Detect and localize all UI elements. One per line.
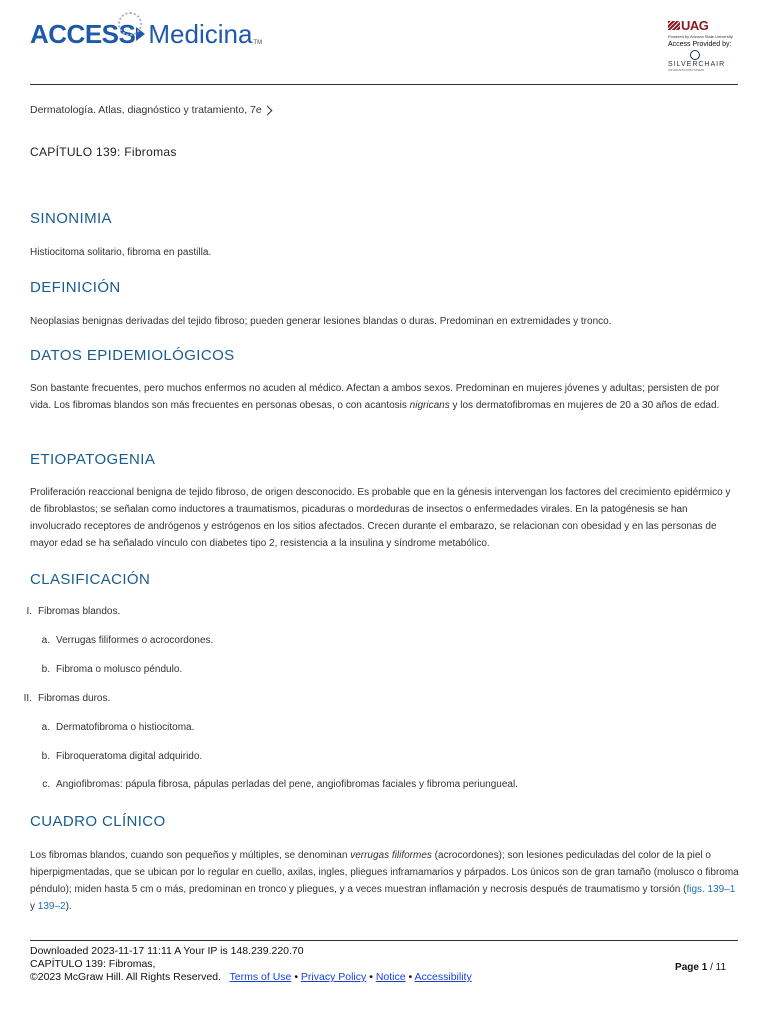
page-header [30,0,738,85]
figure-link-139-1[interactable]: figs. 139–1 [686,884,736,895]
page-footer [30,940,738,984]
list-marker: II. [23,693,32,704]
list-item [34,635,213,646]
list-marker: b. [41,751,50,762]
footer-bullet: • [294,971,298,983]
text-etiopatogenia: Proliferación reaccional benigna de tejido fibroso, de origen desconocido. Es probable que en la génesis intervengan los factores del crecimiento epidérmico y de fibroblastos; se señalan como inductores a traumatismos, picaduras o mordeduras de insectos o enfermedades virales. En la patogénesis se han involucrado receptores de andrógenos y estrógenos en los sitios afectados. Crecen durante el embarazo, se relacionan con obesidad y en las personas de mayor edad se ha señalado vínculo con diabetes tipo 2, resistencia a la insulina y síndrome metabólico. [30,487,731,549]
breadcrumb-book[interactable]: Dermatología. Atlas, diagnóstico y tratamiento, 7e [30,104,262,116]
list-marker: a. [41,635,50,646]
list-text: Fibroqueratoma digital adquirido. [56,751,203,762]
silverchair-icon [690,50,700,60]
accessmedicina-logo[interactable] [30,14,262,54]
text-epidemiologia-a: Son bastante frecuentes, pero muchos enfermos no acuden al médico. Afectan a ambos sexos. Predominan en mujeres jóvenes y adultas; persisten de por vida. Los fibromas blandos son más frecuentes en personas obesas, o con acantosis [30,383,720,411]
list-marker: c. [42,779,50,790]
chevron-right-icon [262,105,272,115]
list-item [34,722,194,733]
text-cuadro-clinico [30,847,740,915]
asu-powered-text: Powered by Arizona State University [668,34,733,39]
uag-logo-text: UAG [681,18,709,33]
uag-logo [668,18,738,33]
heading-epidemiologia: DATOS EPIDEMIOLÓGICOS [30,347,235,364]
uag-stripes-icon [668,21,680,30]
list-text: Dermatofibroma o histiocitoma. [56,722,195,733]
chapter-title: CAPÍTULO 139: Fibromas [30,145,177,159]
text-cuadro-d: ). [65,901,72,912]
access-provided-label: Access Provided by: [668,40,732,48]
breadcrumb[interactable] [30,104,271,116]
accessibility-link[interactable]: Accessibility [414,971,472,983]
text-epidemiologia [30,380,740,414]
text-cuadro-c: y [30,901,38,912]
text-epidemiologia-b: y los dermatofibromas en mujeres de 20 a 30 años de edad. [449,400,720,411]
text-cuadro-b: (acrocordones); son lesiones pediculadas del color de la piel o hiperpigmentadas, que se ubican por lo regular en cuello, axilas, ingles, pliegues inframamarios y párpados. Los únicos son de gran tamaño (molusco o fibroma péndulo); miden hasta 5 cm o más, predominan en tronco y pliegues, y a veces muestran inflamación y necrosis después de traumatismo y torsión ( [30,850,739,895]
heading-definicion: DEFINICIÓN [30,279,121,296]
logo-medicina-text: Medicina [148,18,253,49]
footer-bullet: • [408,971,413,983]
partner-logos [668,18,738,72]
list-text: Angiofibromas: pápula fibrosa, pápulas perladas del pene, angiofibromas faciales y fibroma periungueal. [56,779,518,790]
heading-etiopatogenia: ETIOPATOGENIA [30,451,156,468]
privacy-policy-link[interactable]: Privacy Policy [300,971,367,983]
logo-gear-icon [118,12,142,36]
silverchair-logo: SILVERCHAIR [668,60,726,68]
heading-sinonimia: SINONIMIA [30,210,112,227]
page-number [675,961,726,974]
list-text: Fibroma o molusco péndulo. [56,664,183,675]
text-definicion: Neoplasias benignas derivadas del tejido fibroso; pueden generar lesiones blandas o duras. Predominan en extremidades y tronco. [30,316,612,327]
page-total: / 11 [710,962,726,973]
silverchair-subtitle: INFORMATION/SYSTEMS [668,67,704,72]
footer-links-row [30,971,738,984]
text-cuadro-italic: verrugas filiformes [350,850,432,861]
notice-link[interactable]: Notice [375,971,406,983]
text-cuadro-a: Los fibromas blandos, cuando son pequeños y múltiples, se denominan [30,850,351,861]
list-text: Verrugas filiformes o acrocordones. [56,635,214,646]
list-marker: a. [41,722,50,733]
footer-bullet: • [369,971,373,983]
text-sinonimia: Histiocitoma solitario, fibroma en pastilla. [30,247,212,258]
page-current: Page 1 [675,962,708,973]
download-info: Downloaded 2023-11-17 11:11 A Your IP is 148.239.220.70 [30,945,304,957]
heading-clasificacion: CLASIFICACIÓN [30,571,151,588]
logo-tm: TM [253,40,263,46]
list-text: Fibromas blandos. [38,606,121,617]
list-item [34,664,182,675]
list-item [34,779,518,790]
logo-access-text: ACCESS [30,18,136,49]
copyright: ©2023 McGraw Hill. All Rights Reserved. [30,971,221,983]
list-marker: I. [26,606,32,617]
list-item [16,693,110,704]
heading-cuadro-clinico: CUADRO CLÍNICO [30,813,166,830]
list-text: Fibromas duros. [38,693,111,704]
text-epidemiologia-italic: nigricans [409,400,450,411]
list-item [16,606,120,617]
list-marker: b. [41,664,50,675]
footer-chapter: CAPÍTULO 139: Fibromas, [30,958,156,970]
figure-link-139-2[interactable]: 139–2 [37,901,66,912]
list-item [34,751,202,762]
terms-of-use-link[interactable]: Terms of Use [229,971,292,983]
